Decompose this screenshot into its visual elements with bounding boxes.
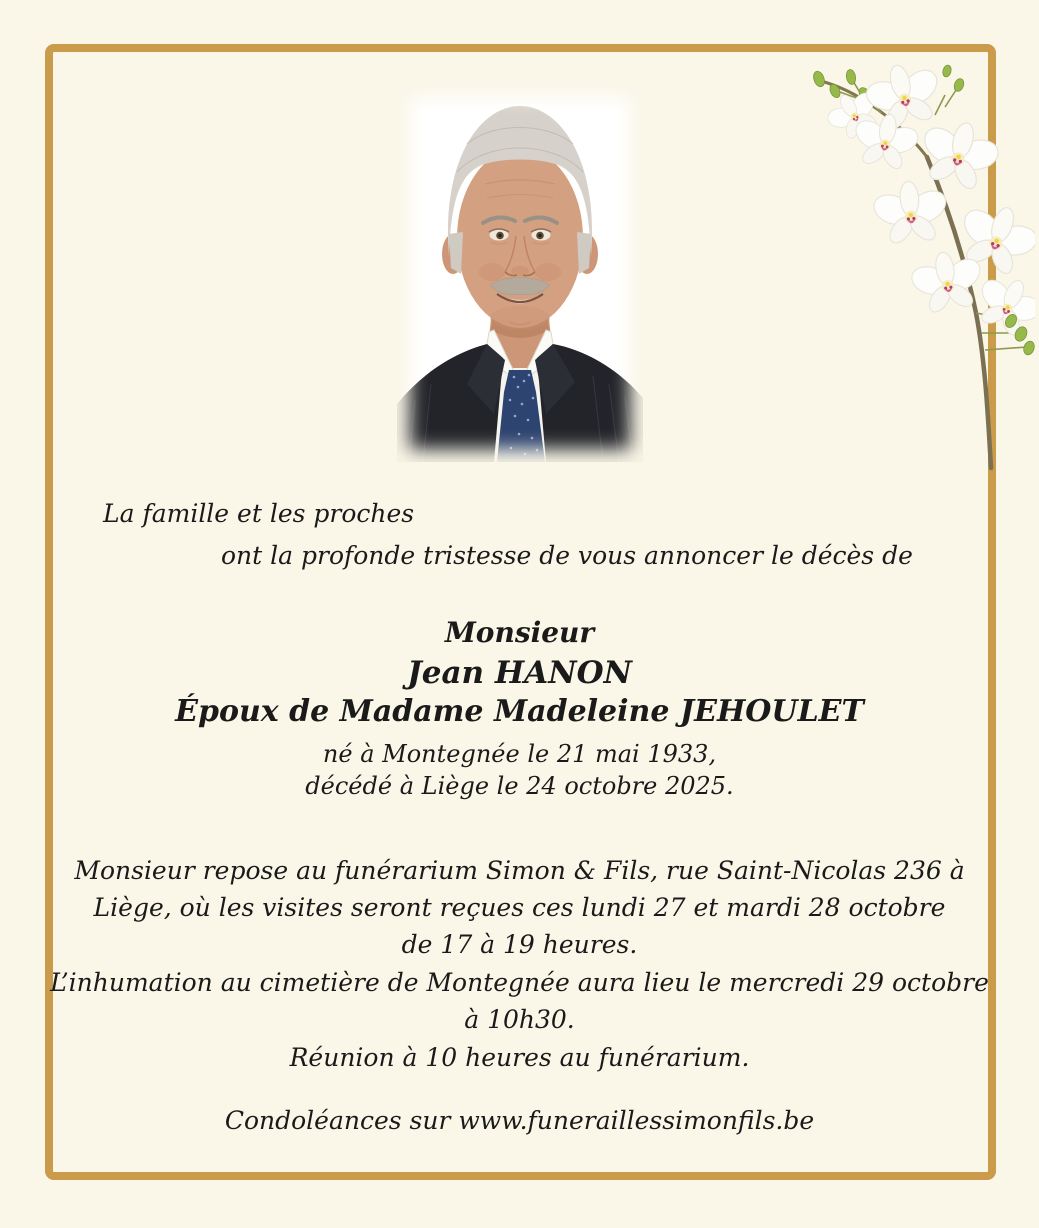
intro-line-1: La famille et les proches bbox=[103, 499, 415, 528]
orchid-branch-image bbox=[795, 55, 1035, 475]
deceased-name: Jean HANON bbox=[407, 655, 632, 691]
repose-line-1: Monsieur repose au funérarium Simon & Fils, rue Saint-Nicolas 236 à bbox=[74, 856, 965, 885]
repose-line-3: de 17 à 19 heures. bbox=[401, 930, 638, 959]
birth-line: né à Montegnée le 21 mai 1933, bbox=[322, 740, 717, 768]
repose-line-2: Liège, où les visites seront reçues ces lundi 27 et mardi 28 octobre bbox=[93, 893, 946, 922]
burial-line-1: L’inhumation au cimetière de Montegnée aura lieu le mercredi 29 octobre bbox=[50, 968, 989, 997]
condolences-line: Condoléances sur www.funeraillessimonfils.be bbox=[224, 1106, 815, 1135]
deceased-title: Monsieur bbox=[444, 616, 595, 649]
burial-line-2: à 10h30. bbox=[464, 1005, 575, 1034]
portrait-photo bbox=[397, 84, 643, 462]
death-line: décédé à Liège le 24 octobre 2025. bbox=[305, 772, 734, 800]
reunion-line: Réunion à 10 heures au funérarium. bbox=[289, 1043, 750, 1072]
deceased-spouse-line: Époux de Madame Madeleine JEHOULET bbox=[175, 694, 864, 729]
intro-line-2: ont la profonde tristesse de vous annoncer le décès de bbox=[221, 541, 913, 570]
elderly-man-portrait bbox=[397, 84, 643, 462]
